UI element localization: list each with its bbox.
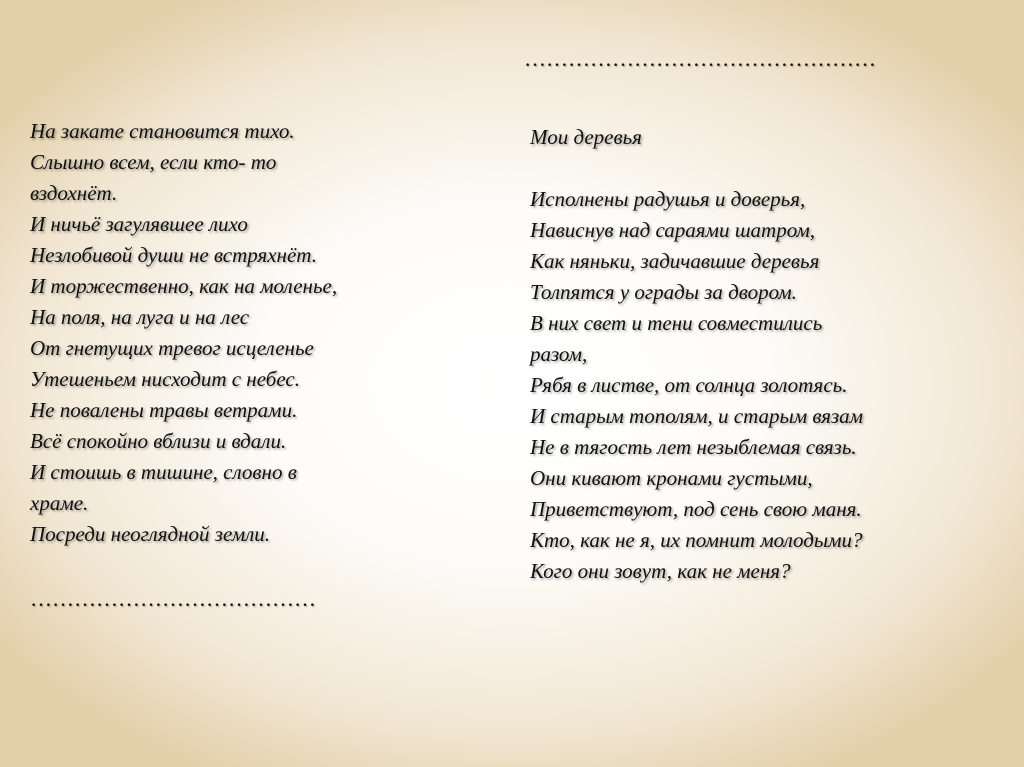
poem-line: На поля, на луга и на лес (30, 305, 250, 329)
poem-line: Утешеньем нисходит с небес. (30, 367, 300, 391)
left-poem (30, 116, 470, 550)
poem-line: И торжественно, как на моленье, (30, 274, 338, 298)
poem-line: Посреди неоглядной земли. (30, 522, 271, 546)
poem-line: Кого они зовут, как не меня? (530, 559, 791, 583)
poem-line: Как няньки, задичавшие деревья (530, 249, 820, 273)
ellipsis-bottom: ………………………………… (30, 586, 316, 611)
poem-line: Толпятся у ограды за двором. (530, 280, 797, 304)
poem-line: Приветствуют, под сень свою маня. (530, 497, 862, 521)
poem-line: храме. (30, 491, 89, 515)
right-poem (530, 122, 1000, 587)
poem-line: Не повалены травы ветрами. (30, 398, 298, 422)
poem-line: вздохнёт. (30, 181, 118, 205)
poem-line: разом, (530, 342, 588, 366)
poem-line: Кто, как не я, их помнит молодыми? (530, 528, 863, 552)
poem-line: В них свет и тени совместились (530, 311, 823, 335)
poem-line: Не в тягость лет незыблемая связь. (530, 435, 857, 459)
poem-line: И ничьё загулявшее лихо (30, 212, 248, 236)
poem-line: Всё спокойно вблизи и вдали. (30, 429, 287, 453)
poem-line: От гнетущих тревог исцеленье (30, 336, 314, 360)
ellipsis-top: ………………………………………… (524, 46, 876, 71)
poem-line: Они кивают кронами густыми, (530, 466, 813, 490)
poem-line: Нависнув над сараями шатром, (530, 218, 816, 242)
poem-line: Исполнены радушья и доверья, (530, 187, 806, 211)
poem-line: Рябя в листве, от солнца золотясь. (530, 373, 848, 397)
poem-line: Незлобивой души не встряхнёт. (30, 243, 317, 267)
poem-line: И старым тополям, и старым вязам (530, 404, 864, 428)
poem-title: Мои деревья (530, 125, 642, 149)
poem-line: Слышно всем, если кто- то (30, 150, 277, 174)
poem-line: На закате становится тихо. (30, 119, 295, 143)
poem-line: И стоишь в тишине, словно в (30, 460, 297, 484)
